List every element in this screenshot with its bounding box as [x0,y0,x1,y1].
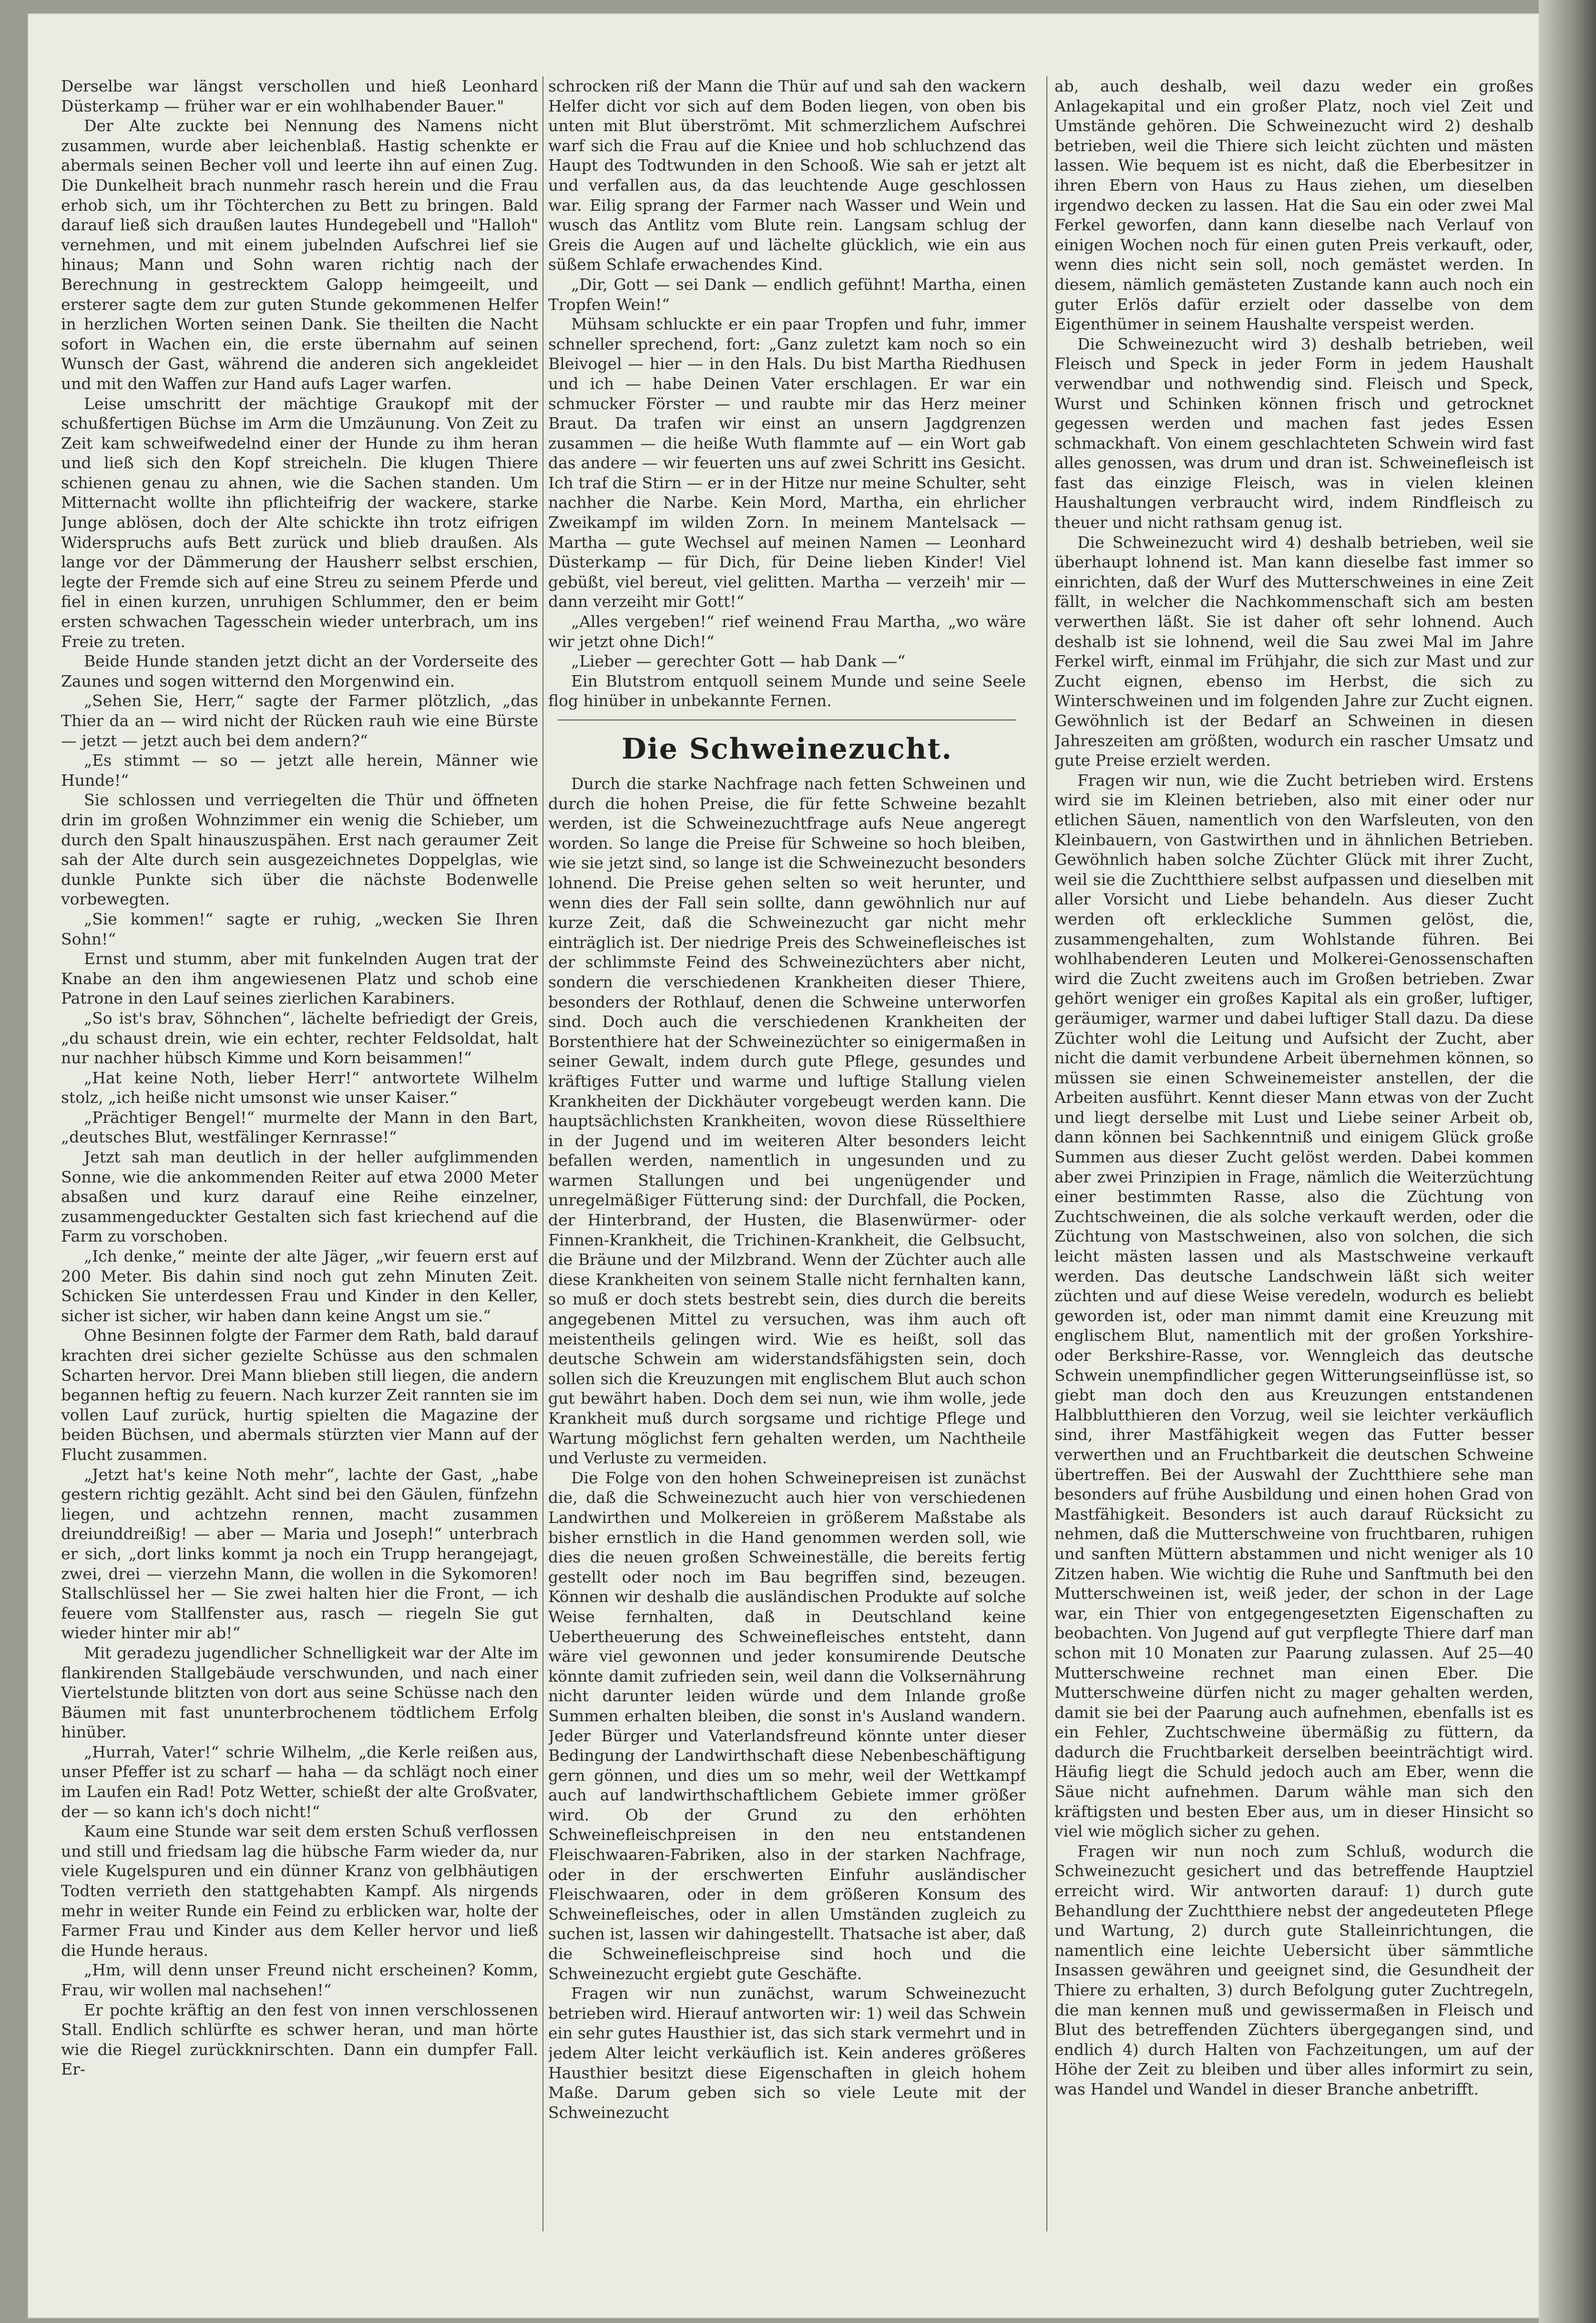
paragraph: „Hat keine Noth, lieber Herr!“ antwortete Wilhelm stolz, „ich heiße nicht umsonst wie unser Kaiser.“ [61,1068,538,1107]
column-rule [1046,76,1047,2231]
paragraph: „Dir, Gott — sei Dank — endlich gefühnt! Martha, einen Tropfen Wein!“ [548,275,1026,314]
paragraph: Die Schweinezucht wird 3) deshalb betrieben, weil Fleisch und Speck in jeder Form in jedem Haushalt verwendbar und nothwendig sind. Fleisch und Speck, Wurst und Schinken können frisch und getrocknet gegessen werden und machen fast jedes Essen schmackhaft. Von einem geschlachteten Schwein wird fast alles genossen, was drum und dran ist. Schweinefleisch ist fast das einzige Fleisch, was in vielen kleinen Haushaltungen verbraucht wird, indem Rindfleisch zu theuer und nicht rathsam genug ist. [1054,334,1534,532]
paragraph: „Es stimmt — so — jetzt alle herein, Männer wie Hunde!“ [61,751,538,790]
paragraph: Ohne Besinnen folgte der Farmer dem Rath, bald darauf krachten drei sicher gezielte Schüsse aus den schmalen Scharten hervor. Drei Mann blieben still liegen, die andern begannen heftig zu feuern. Nach kurzer Zeit rannten sie im vollen Lauf zurück, hurtig spielten die Magazine der beiden Büchsen, und abermals stürzten vier Mann auf der Flucht zusammen. [61,1326,538,1464]
paragraph: Leise umschritt der mächtige Graukopf mit der schußfertigen Büchse im Arm die Umzäunung. Von Zeit zu Zeit kam schweifwedelnd einer der Hunde zu ihm heran und ließ sich den Kopf streicheln. Die klugen Thiere schienen genau zu ahnen, wie die Sachen standen. Um Mitternacht wollte ihn pflichteifrig der wackere, starke Junge ablösen, doch der Alte schickte ihn trotz eifrigen Widerspruchs aufs Bett zurück und blieb draußen. Als lange vor der Dämmerung der Hausherr selbst erschien, legte der Fremde sich auf eine Streu zu seinem Pferde und fiel in einen kurzen, unruhigen Schlummer, den er beim ersten schwachen Tagesschein wieder unterbrach, um ins Freie zu treten. [61,394,538,651]
paragraph: Ernst und stumm, aber mit funkelnden Augen trat der Knabe an den ihm angewiesenen Platz und schob eine Patrone in den Lauf seines zierlichen Karabiners. [61,949,538,1008]
paragraph: „Hurrah, Vater!“ schrie Wilhelm, „die Kerle reißen aus, unser Pfeffer ist zu scharf — haha — da schlägt noch einer im Laufen ein Rad! Potz Wetter, schießt der alte Großvater, der — so kann ich's doch nicht!“ [61,1742,538,1821]
paragraph: Sie schlossen und verriegelten die Thür und öffneten drin im großen Wohnzimmer ein wenig die Schieber, um durch den Spalt hinauszuspähen. Erst nach geraumer Zeit sah der Alte durch sein ausgezeichnetes Doppelglas, wie dunkle Punkte sich über die nächste Bodenwelle vorbewegten. [61,791,538,909]
paragraph: „Alles vergeben!“ rief weinend Frau Martha, „wo wäre wir jetzt ohne Dich!“ [548,612,1026,651]
column-rule [542,76,543,2231]
paragraph: „Hm, will denn unser Freund nicht erscheinen? Komm, Frau, wir wollen mal nachsehen!“ [61,1961,538,1999]
paragraph: Mit geradezu jugendlicher Schnelligkeit war der Alte im flankirenden Stallgebäude verschwunden, und nach einer Viertelstunde blitzten von dort aus seine Schüsse nach den Bäumen mit fast ununterbrochenem tödtlichem Erfolg hinüber. [61,1643,538,1742]
paragraph: Die Folge von den hohen Schweinepreisen ist zunächst die, daß die Schweinezucht auch hier von verschiedenen Landwirthen und Molkereien in größerem Maßstabe als bisher ernstlich in die Hand genommen werden soll, wie dies die neuen großen Schweineställe, die bereits fertig gestellt oder noch im Bau begriffen sind, bezeugen. Können wir deshalb die ausländischen Produkte auf solche Weise fernhalten, daß in Deutschland keine Uebertheuerung des Schweinefleisches entsteht, dann wäre viel gewonnen und jeder konsumirende Deutsche könnte damit zufrieden sein, weil dann die Volksernährung nicht darunter leiden würde und dem Inlande große Summen erhalten bleiben, die sonst in's Ausland wandern. Jeder Bürger und Vaterlandsfreund könnte unter dieser Bedingung der Landwirthschaft diese Nebenbeschäftigung gern gönnen, und dies um so mehr, weil der Wettkampf auch auf landwirthschaftlichem Gebiete immer größer wird. Ob der Grund zu den erhöhten Schweinefleischpreisen in den neu entstandenen Fleischwaaren-Fabriken, also in der starken Nachfrage, oder in der erschwerten Einfuhr ausländischer Fleischwaaren, oder in dem größeren Konsum des Schweinefleisches, oder in allen Umständen zugleich zu suchen ist, lassen wir dahingestellt. Thatsache ist aber, daß die Schweinefleischpreise sind hoch und die Schweinezucht ergiebt gute Geschäfte. [548,1468,1026,1983]
paragraph: Die Schweinezucht wird 4) deshalb betrieben, weil sie überhaupt lohnend ist. Man kann dieselbe fast immer so einrichten, daß der Wurf des Mutterschweines in eine Zeit fällt, in welcher die Nachkommenschaft sich am besten verwerthen läßt. Sie ist daher oft sehr lohnend. Auch deshalb ist sie lohnend, weil die Sau zwei Mal im Jahre Ferkel wirft, einmal im Frühjahr, die sich zur Mast und zur Zucht eignen, ebenso im Herbst, die sich zu Winterschweinen und im folgenden Jahre zur Zucht eignen. Gewöhnlich ist der Bedarf an Schweinen in diesen Jahreszeiten am größten, wodurch ein rascher Umsatz und gute Preise erzielt werden. [1054,533,1534,770]
paragraph: Fragen wir nun noch zum Schluß, wodurch die Schweinezucht gesichert und das betreffende Hauptziel erreicht wird. Wir antworten darauf: 1) durch gute Behandlung der Zuchtthiere nebst der angedeuteten Pflege und Wartung, 2) durch gute Stalleinrichtungen, die namentlich eine leichte Uebersicht über sämmtliche Insassen gewähren und geeignet sind, die Gesundheit der Thiere zu erhalten, 3) durch Befolgung guter Zuchtregeln, die man kennen muß und gewissermaßen in Fleisch und Blut des betreffenden Züchters übergegangen sind, und endlich 4) durch Halten von Fachzeitungen, um auf der Höhe der Zeit zu bleiben und über alles informirt zu sein, was Handel und Wandel in dieser Branche anbetrifft. [1054,1841,1534,2098]
paragraph: Durch die starke Nachfrage nach fetten Schweinen und durch die hohen Preise, die für fette Schweine bezahlt werden, ist die Schweinezuchtfrage aufs Neue angeregt worden. So lange die Preise für Schweine so hoch bleiben, wie sie jetzt sind, so lange ist die Schweinezucht besonders lohnend. Die Preise gehen selten so weit herunter, und wenn dies der Fall sein sollte, dann gewöhnlich nur auf kurze Zeit, daß die Schweinezucht gar nicht mehr einträglich ist. Der niedrige Preis des Schweinefleisches ist der schlimmste Feind des Schweinezüchters aber nicht, sondern die verschiedenen Krankheiten dieser Thiere, besonders der Rothlauf, denen die Schweine unterworfen sind. Doch auch die verschiedenen Krankheiten der Borstenthiere hat der Schweinezüchter so einigermaßen in seiner Gewalt, indem durch gute Pflege, gesundes und kräftiges Futter und warme und luftige Stallung vielen Krankheiten der Dickhäuter vorgebeugt werden kann. Die hauptsächlichsten Krankheiten, wovon diese Rüsselthiere in der Jugend und im weiteren Alter besonders leicht befallen werden, namentlich in ungesunden und zu warmen Stallungen und bei ungenügender und unregelmäßiger Fütterung sind: der Durchfall, die Pocken, der Hinterbrand, der Husten, die Blasenwürmer- oder Finnen-Krankheit, die Trichinen-Krankheit, die Gelbsucht, die Bräune und der Milzbrand. Wenn der Züchter auch alle diese Krankheiten von seinem Stalle nicht fernhalten kann, so muß er doch stets bestrebt sein, dies durch die bereits angegebenen Mittel zu versuchen, was ihm auch oft meistentheils gelingen wird. Wie es heißt, soll das deutsche Schwein am widerstandsfähigsten sein, doch sollen sich die Kreuzungen mit englischem Blut auch schon gut bewährt haben. Doch dem sei nun, wie ihm wolle, jede Krankheit muß durch sorgsame und richtige Pflege und Wartung möglichst fern gehalten werden, um Nachtheile und Verluste zu vermeiden. [548,774,1026,1468]
paragraph: Fragen wir nun, wie die Zucht betrieben wird. Erstens wird sie im Kleinen betrieben, also mit einer oder nur etlichen Säuen, namentlich von den Warfsleuten, von den Kleinbauern, von Gastwirthen und in ähnlichen Betrieben. Gewöhnlich haben solche Züchter Glück mit ihrer Zucht, weil sie die Zuchtthiere selbst aufpassen und dieselben mit aller Vorsicht und Liebe behandeln. Aus dieser Zucht werden oft erkleckliche Summen gelöst, die, zusammengehalten, zum Wohlstande führen. Bei wohlhabenderen Leuten und Molkerei-Genossenschaften wird die Zucht zweitens auch im Großen betrieben. Zwar gehört weniger ein großes Kapital als ein großer, luftiger, geräumiger, warmer und dabei luftiger Stall dazu. Da diese Züchter wohl die Leitung und Aufsicht der Zucht, aber nicht die damit verbundene Arbeit übernehmen können, so müssen sie einen Schweinemeister anstellen, der die Arbeiten ausführt. Kennt dieser Mann etwas von der Zucht und liegt derselbe mit Lust und Liebe seiner Arbeit ob, dann können bei Sachkenntniß und einigem Glück große Summen aus dieser Zucht gelöst werden. Dabei kommen aber zwei Prinzipien in Frage, nämlich die Weiterzüchtung einer bestimmten Rasse, also die Züchtung von Zuchtschweinen, die als solche verkauft werden, oder die Züchtung von Mastschweinen, also von solchen, die sich leicht mästen lassen und als Mastschweine verkauft werden. Das deutsche Landschwein läßt sich weiter züchten und auf diese Weise veredeln, wodurch es beliebt geworden ist, oder man nimmt damit eine Kreuzung mit englischem Blut, namentlich mit der großen Yorkshire- oder Berkshire-Rasse, vor. Wenngleich das deutsche Schwein unempfindlicher gegen Witterungseinflüsse ist, so giebt man doch den aus Kreuzungen entstandenen Halbblutthieren den Vorzug, weil sie leichter verkäuflich sind, ihrer Mastfähigkeit wegen das Futter besser verwerthen und an Fruchtbarkeit die deutschen Schweine übertreffen. Bei der Auswahl der Zuchtthiere sehe man besonders auf frühe Ausbildung und einen hohen Grad von Mastfähigkeit. Besonders ist auch darauf Rücksicht zu nehmen, daß die Mutterschweine von fruchtbaren, ruhigen und sanften Müttern abstammen und nicht weniger als 10 Zitzen haben. Wie wichtig die Ruhe und Sanftmuth bei den Mutterschweinen ist, weiß jeder, der schon in der Lage war, ein Thier von entgegengesetzten Eigenschaften zu beobachten. Von Jugend auf gut verpflegte Thiere darf man schon mit 10 Monaten zur Paarung zulassen. Auf 25—40 Mutterschweine rechnet man einen Eber. Die Mutterschweine dürfen nicht zu mager gehalten werden, damit sie bei der Paarung auch aufnehmen, ebenfalls ist es ein Fehler, Zuchtschweine übermäßig zu füttern, da dadurch die Fruchtbarkeit derselben beeinträchtigt wird. Häufig liegt die Schuld jedoch auch am Eber, wenn die Säue nicht aufnehmen. Darum wähle man sich den kräftigsten und besten Eber aus, um in dieser Hinsicht so viel wie möglich sicher zu gehen. [1054,771,1534,1841]
column-3 [1054,76,1534,2270]
page-edge [1539,0,1596,2323]
paragraph: ab, auch deshalb, weil dazu weder ein großes Anlagekapital und ein großer Platz, noch viel Zeit und Umstände gehören. Die Schweinezucht wird 2) deshalb betrieben, weil die Thiere sich leicht züchten und mästen lassen. Wie bequem ist es nicht, daß die Eberbesitzer in ihren Ebern von Haus zu Haus ziehen, um dieselben irgendwo decken zu lassen. Hat die Sau ein oder zwei Mal Ferkel geworfen, dann kann dieselbe nach Verlauf von einigen Wochen noch für einen guten Preis verkauft, oder, wenn dies nicht sein soll, noch gemästet werden. In diesem, nämlich gemästeten Zustande kann auch noch ein guter Erlös dafür erzielt oder dasselbe von dem Eigenthümer in seinem Haushalte verspeist werden. [1054,77,1534,334]
paragraph: „Ich denke,“ meinte der alte Jäger, „wir feuern erst auf 200 Meter. Bis dahin sind noch gut zehn Minuten Zeit. Schicken Sie unterdessen Frau und Kinder in den Keller, sicher ist sicher, wir haben dann keine Angst um sie.“ [61,1247,538,1325]
paragraph: Mühsam schluckte er ein paar Tropfen und fuhr, immer schneller sprechend, fort: „Ganz zuletzt kam noch so ein Bleivogel — hier — in den Hals. Du bist Martha Riedhusen und ich — habe Deinen Vater erschlagen. Er war ein schmucker Förster — und raubte mir das Herz meiner Braut. Da trafen wir einst an unsern Jagdgrenzen zusammen — die heiße Wuth flammte auf — ein Wort gab das andere — wir feuerten uns auf zwei Schritt ins Gesicht. Ich traf die Stirn — er in der Hitze nur meine Schulter, seht nachher die Narbe. Kein Mord, Martha, ein ehrlicher Zweikampf im wilden Zorn. In meinem Mantelsack — Martha — gute Wechsel auf meinen Namen — Leonhard Düsterkamp — für Dich, für Deine lieben Kinder! Viel gebüßt, viel bereut, viel gelitten. Martha — verzeih' mir — dann verzeiht mir Gott!“ [548,315,1026,611]
paragraph: Der Alte zuckte bei Nennung des Namens nicht zusammen, wurde aber leichenblaß. Hastig schenkte er abermals seinen Becher voll und leerte ihn auf einen Zug. Die Dunkelheit brach nunmehr rasch herein und die Frau erhob sich, um ihr Töchterchen zu Bett zu bringen. Bald darauf ließ sich draußen lautes Hundegebell und "Halloh" vernehmen, und mit einem jubelnden Aufschrei lief sie hinaus; Mann und Sohn waren richtig nach der Berechnung in gestrecktem Galopp heimgeeilt, und ersterer sagte dem zur guten Stunde gekommenen Helfer in herzlichen Worten seinen Dank. Sie theilten die Nacht sofort in Wachen ein, die erste übernahm auf seinen Wunsch der Gast, während die anderen sich angekleidet und mit den Waffen zur Hand aufs Lager warfen. [61,116,538,393]
column-2 [548,76,1026,2270]
paragraph: Derselbe war längst verschollen und hieß Leonhard Düsterkamp — früher war er ein wohlhabender Bauer." [61,77,538,115]
paragraph: „Prächtiger Bengel!“ murmelte der Mann in den Bart, „deutsches Blut, westfälinger Kernrasse!“ [61,1108,538,1147]
paragraph: schrocken riß der Mann die Thür auf und sah den wackern Helfer dicht vor sich auf dem Boden liegen, von oben bis unten mit Blut überströmt. Mit schmerzlichem Aufschrei warf sich die Frau auf die Kniee und hob schluchzend das Haupt des Todtwunden in den Schooß. Wie sah er jetzt alt und verfallen aus, da das leuchtende Auge geschlossen war. Eilig sprang der Farmer nach Wasser und Wein und wusch das Antlitz vom Blute rein. Langsam schlug der Greis die Augen auf und lächelte glücklich, wie ein aus süßem Schlafe erwachendes Kind. [548,77,1026,274]
paragraph: „Lieber — gerechter Gott — hab Dank —“ [571,652,906,671]
article-headline: Die Schweinezucht. [621,732,953,766]
paragraph: Fragen wir nun zunächst, warum Schweinezucht betrieben wird. Hierauf antworten wir: 1) weil das Schwein ein sehr gutes Hausthier ist, das sich stark vermehrt und in jedem Alter leicht verkäuflich ist. Kein anderes größeres Hausthier besitzt diese Eigenschaften in gleich hohem Maße. Darum geben sich so viele Leute mit der Schweinezucht [548,1984,1026,2122]
paragraph: „Sie kommen!“ sagte er ruhig, „wecken Sie Ihren Sohn!“ [61,909,538,948]
paragraph: Er pochte kräftig an den fest von innen verschlossenen Stall. Endlich schlürfte es schwer heran, und man hörte wie die Riegel zurückknirschten. Dann ein dumpfer Fall. Er- [61,2000,538,2079]
column-1 [61,76,538,2270]
paragraph: „Jetzt hat's keine Noth mehr“, lachte der Gast, „habe gestern richtig gezählt. Acht sind bei den Gäulen, fünfzehn liegen, und achtzehn rennen, macht zusammen dreiunddreißig! — aber — Maria und Joseph!“ unterbrach er sich, „dort links kommt ja noch ein Trupp herangejagt, zwei, drei — vierzehn Mann, die wollen in die Sykomoren! Stallschlüssel her — Sie zwei halten hier die Front, — ich feuere vom Stallfenster aus, rasch — riegeln Sie gut wieder hinter mir ab!“ [61,1465,538,1643]
paragraph: „Sehen Sie, Herr,“ sagte der Farmer plötzlich, „das Thier da an — wird nicht der Rücken rauh wie eine Bürste — jetzt — jetzt auch bei dem andern?“ [61,691,538,750]
paragraph: „So ist's brav, Söhnchen“, lächelte befriedigt der Greis, „du schaust drein, wie ein echter, rechter Feldsoldat, halt nur nachher hübsch Kimme und Korn beisammen!“ [61,1008,538,1068]
paragraph: Ein Blutstrom entquoll seinem Munde und seine Seele flog hinüber in unbekannte Fernen. [548,671,1026,710]
paragraph: Beide Hunde standen jetzt dicht an der Vorderseite des Zaunes und sogen witternd den Morgenwind ein. [61,652,538,690]
paragraph: Kaum eine Stunde war seit dem ersten Schuß verflossen und still und friedsam lag die hübsche Farm wieder da, nur viele Kugelspuren und ein dünner Kranz von gelbhäutigen Todten verrieth den stattgehabten Kampf. Als nirgends mehr in weiter Runde ein Feind zu erblicken war, holte der Farmer Frau und Kinder aus dem Keller hervor und ließ die Hunde heraus. [61,1822,538,1960]
paragraph: Jetzt sah man deutlich in der heller aufglimmenden Sonne, wie die ankommenden Reiter auf etwa 2000 Meter absaßen und kurz darauf eine Reihe einzelner, zusammengeduckter Gestalten sich fast kriechend auf die Farm zu vorschoben. [61,1148,538,1246]
